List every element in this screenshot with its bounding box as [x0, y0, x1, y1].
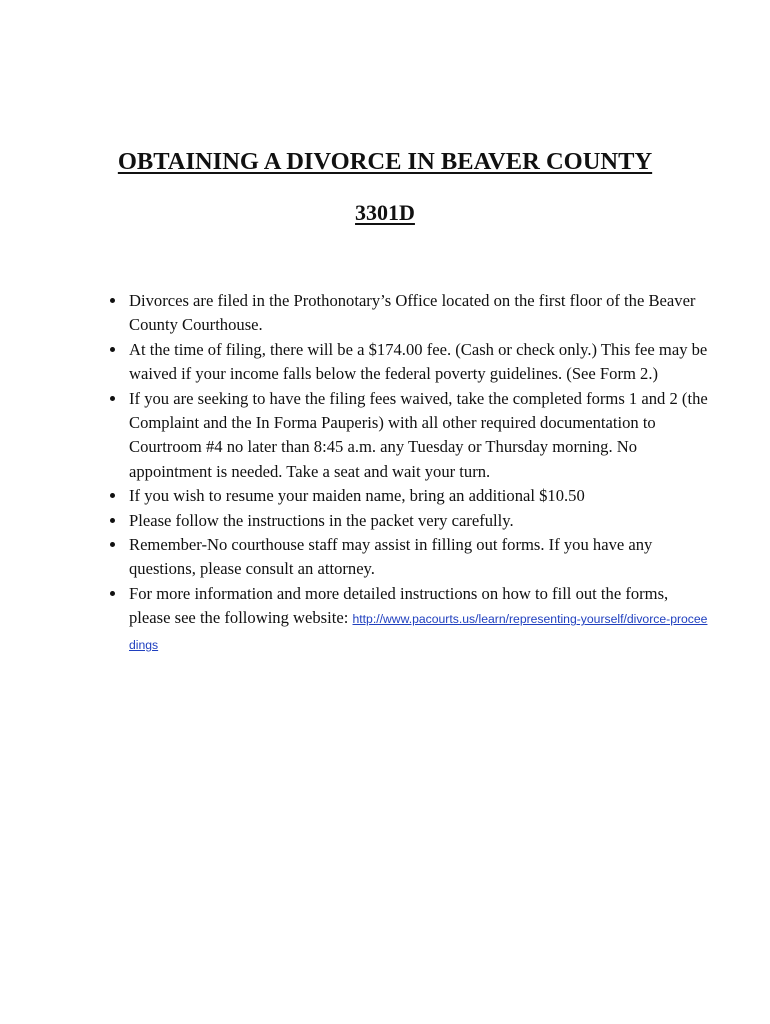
bullet-icon: [110, 591, 115, 596]
bullet-icon: [110, 347, 115, 352]
document-title: OBTAINING A DIVORCE IN BEAVER COUNTY: [117, 148, 653, 175]
bullet-icon: [110, 298, 115, 303]
bullet-icon: [110, 542, 115, 547]
bullet-icon: [110, 518, 115, 523]
list-item-text: For more information and more detailed instructions on how to fill out the forms, please see the following website:: [129, 583, 669, 628]
instructions-list: [129, 289, 709, 657]
list-item: [129, 533, 709, 582]
list-item: [129, 582, 709, 657]
list-item: [129, 509, 709, 533]
document-number: 3301D: [355, 200, 415, 225]
list-item: [129, 289, 709, 338]
bullet-icon: [110, 396, 115, 401]
divorce-proceedings-link[interactable]: http://www.pacourts.us/learn/representing-yourself/divorce-proceedings: [129, 612, 708, 652]
list-item-text: Remember-No courthouse staff may assist in filling out forms. If you have any questions, please consult an attorney.: [129, 535, 653, 579]
list-item-text: If you wish to resume your maiden name, bring an additional $10.50: [129, 486, 585, 506]
list-item-text: Divorces are filed in the Prothonotary’s Office located on the first floor of the Beaver County Courthouse.: [129, 291, 696, 335]
list-item: [129, 338, 709, 387]
list-item-text: At the time of filing, there will be a $174.00 fee. (Cash or check only.) This fee may be waived if your income falls below the federal poverty guidelines. (See Form 2.): [129, 339, 708, 384]
list-item-text: Please follow the instructions in the packet very carefully.: [129, 510, 514, 530]
list-item-text: If you are seeking to have the filing fees waived, take the completed forms 1 and 2 (the Complaint and the In Forma Pauperis) with all other required documentation to Courtroom #4 no later than 8:45 a.m. any Tuesday or Thursday morning. No appointment is needed. Take a seat and wait your turn.: [129, 388, 708, 481]
list-item: [129, 387, 709, 485]
bullet-icon: [110, 493, 115, 498]
list-item: [129, 484, 709, 508]
